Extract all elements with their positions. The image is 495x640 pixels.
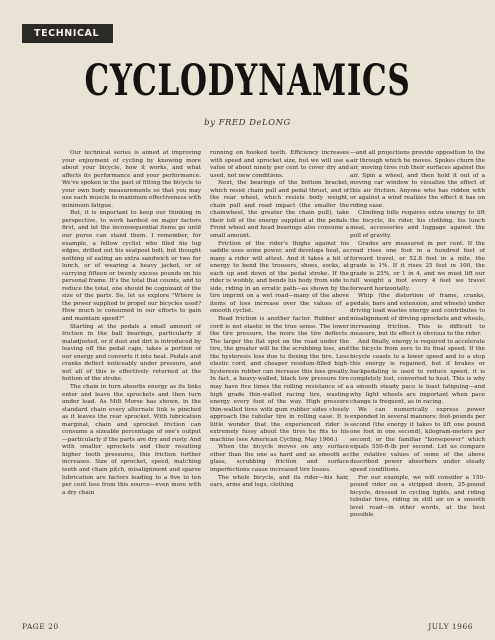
page-number: PAGE 20 (22, 622, 59, 631)
paragraph: We can numerically express power expended in several manners: foot-pounds per second (the energy it takes to lift one pound one foot in one second), kilogram-meters per second, or the familiar "horsepower" which equals 550-ft-lb per second. Let us compare the relative values of some of the above described power absorbers under steady speed conditions. (350, 406, 485, 473)
issue-date: JULY 1966 (428, 622, 473, 631)
section-tag: TECHNICAL (22, 24, 113, 43)
paragraph: Road friction is another factor. Rubber and cord is not elastic in the true sense. The lower the tire pressure, the more the tire deflects. The larger the flat spot on the road under the tire, the greater will be the scrubbing loss, and the hysteresis loss due to flexing the tire. Less elastic cord, and cheaper residum-filled high-hysteresis rubber can increase this loss greatly. In fact, a heavy-walled, black low pressure tire may have five times the rolling resistance of a high grade thin-walled racing tire, wasting energy every foot of the way. High pressure thin-walled tires with gum rubber sides closely approach the tubular tire in rolling ease. It is little wonder that the experienced rider is extremely fussy about the tires he fits to his machine (see American Cycling, May 1966.) (210, 316, 349, 443)
paragraph: —and all projections provide opposition to the air through which he moves. Spokes churn the air, moving tires rub their surfaces against the air. Spin a wheel, and then hold it out of a moving car window to visualize the effect of this air friction. Anyone who has ridden with or against a wind realizes the effect it has on riding ease. (350, 150, 485, 209)
article-title: CYCLODYNAMICS (84, 56, 411, 106)
paragraph: Grades are measured in per cent. If the road rises one foot in a hundred feet of forward travel, or 52.8 feet in a mile, the grade is 1%. If it rises 25 feet in 100, the grade is 25%, or 1 in 4, and we must lift our full weight a foot every 4 feet we travel forward horizontally. (350, 240, 485, 292)
paragraph: But, it is important to keep our thinking in perspective, to work hardest on major factors first, and let the inconsequential items go until our purse can stand them. I remember, for example, a fellow cyclist who filed his lug edges, drilled out his seatpost bolt, but thought nothing of eating an extra sandwich or two for lunch, or of wearing a heavy jacket, or of carrying fifteen or twenty excess pounds on his personal frame. It's the total that counts, and to reduce the total, one should be cognizant of the size of the parts. So, let us explore "Where is the power supplied to propel our bicycles used? How much is consumed in our efforts to gain and maintain speed?" (62, 210, 201, 323)
paragraph: For our example, we will consider a 150-pound rider on a stripped down, 25-pound bicycle, dressed in cycling tights, and riding tubular tires, riding in still air on a smooth level road—in other words, at the best possible (350, 474, 485, 519)
paragraph: The chain in turn absorbs energy as its links enter and leave the sprockets and then turn under load. As Milt Morse has shown, in the standard chain every alternate link is pinched as it leaves the rear sprocket. With lubrication marginal, chain and sprocket friction can consume a sizeable percentage of one's output—particularly if the parts are dry and rusty. And with smaller sprockets and their resulting higher tooth pressures, this friction further increases. Size of sprocket, speed, matching teeth and chain pitch, misalignment and sparse lubrication are factors leading to a five to ten per cent loss from this source—even more with a dry chain (62, 383, 201, 496)
paragraph: Starting at the pedals a small amount of friction in the ball bearings, particularly if maladjusted, or if dust and dirt is introduced by leaving off the pedal caps, takes a portion of our energy and converts it into heat. Pedals and cranks deflect noticeably under pressure, and not all of this is effectively returned at the bottom of the stroke. (62, 323, 201, 383)
paragraph: running on hooked teeth. Efficiency increases with speed and sprocket size, but we will use a value of about ninety per cent to cover dry and used, not new conditions. (210, 150, 349, 179)
paragraph: And finally, energy is required to accelerate the bicycle from zero to its final speed. If the bicycle coasts to a lower speed and to a stop this energy is regained, but if brakes or backpedaling is used to reduce speed, it is completely lost, converted to heat. This is why a smooth steady pace is least fatiguing—and why light wheels are important when pace change is frequent, as in racing. (350, 338, 485, 406)
paragraph: Whip (the distortion of frame, cranks, pedals, bars and extension, and wheels) under driving load wastes energy and contributes to misalignment of driving sprockets and wheels, increasing friction. This is difficult to measure, but its effect is obvious to the rider. (350, 293, 485, 338)
text-column-3 (350, 150, 485, 615)
paragraph: When the bicycle moves on any surface other than the one as hard and as smooth as glass, scrubbing friction and surface imperfections cause increased tire losses. (210, 444, 349, 473)
paragraph: Our technical series is aimed at improving your enjoyment of cycling by knowing more about your bicycle, how it works, and what affects its performance and your performance. We've spoken in the past of fitting the bicycle to your own body measurements so that you may use each muscle to maximum effectiveness with minimum fatigue. (62, 150, 201, 209)
byline: by FRED DeLONG (204, 118, 291, 128)
paragraph: Friction of the rider's thighs against his saddle uses some power, and develops heat, as many a rider will attest. And it takes a bit of energy to bend the trousers, shoes, socks, at each up and down of the pedal stroke. If the rider is wobbly, and bends his body from side to side, riding in an erratic path—as shown by the tire imprint on a wet road—many of the above items of loss increase over the values of a smooth cyclist. (210, 240, 349, 315)
paragraph: The whole bicycle, and its rider—his hair, ears, arms and legs, clothing (210, 474, 349, 489)
paragraph: Next, the bearings of the bottom bracket, which resist chain pull and pedal thrust, and of the rear wheel, which resists body weight, chain pull and road impact (the smaller the chainwheel, the greater the chain pull), take their toll of the energy supplied at the pedals. Front wheel and head bearings also consume a small amount. (210, 180, 349, 240)
paragraph: Climbing hills requires extra energy to lift the bicycle, its rider, his clothing, his lunch meal, accessories and luggage against the pull of gravity. (350, 210, 485, 240)
text-column-2 (210, 150, 349, 615)
text-column-1 (62, 150, 201, 615)
